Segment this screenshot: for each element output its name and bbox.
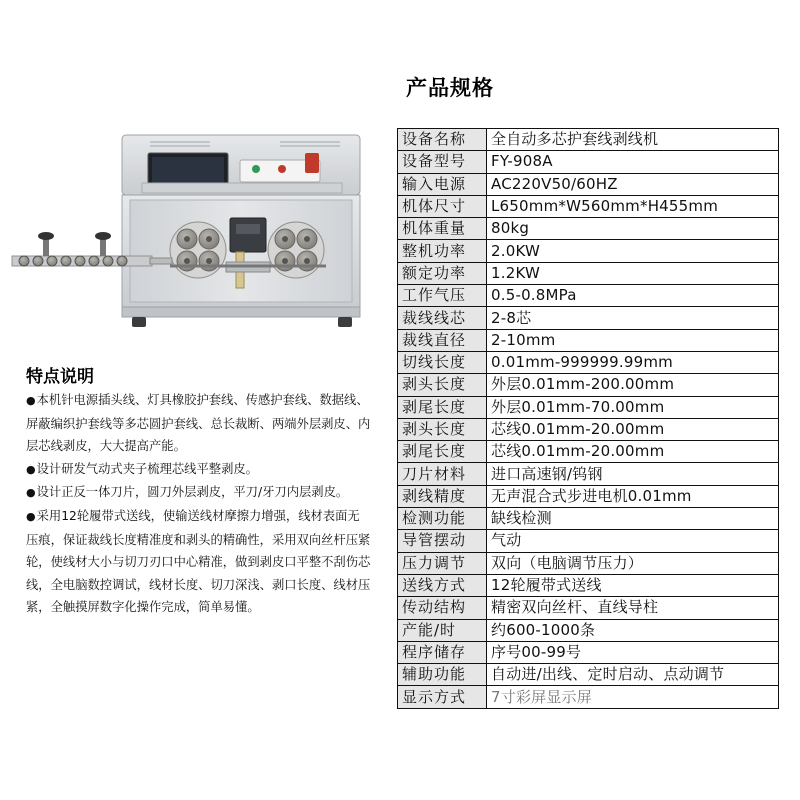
spec-table — [397, 128, 779, 709]
spec-label: 设备型号 — [398, 151, 487, 173]
spec-label: 程序储存 — [398, 641, 487, 663]
spec-value: 1.2KW — [487, 262, 779, 284]
spec-label: 压力调节 — [398, 552, 487, 574]
spec-value: L650mm*W560mm*H455mm — [487, 195, 779, 217]
spec-row — [398, 664, 779, 686]
feature-text: 设计研发气动式夹子梳理芯线平整剥皮。 — [36, 461, 258, 476]
spec-value: 外层0.01mm-200.00mm — [487, 374, 779, 396]
spec-title: 产品规格 — [406, 76, 494, 100]
spec-row — [398, 597, 779, 619]
spec-row — [398, 530, 779, 552]
spec-row — [398, 374, 779, 396]
spec-value: FY-908A — [487, 151, 779, 173]
spec-label: 导管摆动 — [398, 530, 487, 552]
spec-value: 双向（电脑调节压力） — [487, 552, 779, 574]
spec-label: 裁线直径 — [398, 329, 487, 351]
spec-value: 2-8芯 — [487, 307, 779, 329]
features-list — [26, 389, 371, 619]
feature-item — [26, 458, 371, 482]
spec-label: 剥头长度 — [398, 418, 487, 440]
spec-label: 检测功能 — [398, 508, 487, 530]
spec-row — [398, 574, 779, 596]
spec-value: 全自动多芯护套线剥线机 — [487, 129, 779, 151]
spec-row — [398, 508, 779, 530]
spec-row — [398, 641, 779, 663]
spec-value: 精密双向丝杆、直线导柱 — [487, 597, 779, 619]
spec-value: 12轮履带式送线 — [487, 574, 779, 596]
spec-row — [398, 552, 779, 574]
spec-value: 芯线0.01mm-20.00mm — [487, 441, 779, 463]
spec-row — [398, 240, 779, 262]
spec-label: 剥线精度 — [398, 485, 487, 507]
spec-value: 2-10mm — [487, 329, 779, 351]
spec-value: 自动进/出线、定时启动、点动调节 — [487, 664, 779, 686]
spec-label: 传动结构 — [398, 597, 487, 619]
spec-label: 切线长度 — [398, 351, 487, 373]
spec-row — [398, 441, 779, 463]
spec-value: 2.0KW — [487, 240, 779, 262]
spec-label: 整机功率 — [398, 240, 487, 262]
spec-label: 刀片材料 — [398, 463, 487, 485]
spec-row — [398, 418, 779, 440]
spec-label: 裁线线芯 — [398, 307, 487, 329]
left-roller-assembly — [170, 222, 226, 278]
spec-value: 进口高速钢/钨钢 — [487, 463, 779, 485]
spec-value: AC220V50/60HZ — [487, 173, 779, 195]
spec-value: 外层0.01mm-70.00mm — [487, 396, 779, 418]
spec-label: 机体尺寸 — [398, 195, 487, 217]
spec-row — [398, 218, 779, 240]
spec-row — [398, 285, 779, 307]
spec-row — [398, 485, 779, 507]
machine-image — [0, 120, 380, 350]
spec-label: 剥尾长度 — [398, 396, 487, 418]
spec-label: 输入电源 — [398, 173, 487, 195]
machine-base — [122, 307, 360, 327]
spec-value: 0.5-0.8MPa — [487, 285, 779, 307]
spec-row — [398, 262, 779, 284]
feature-text: 设计正反一体刀片，圆刀外层剥皮，平刀/牙刀内层剥皮。 — [36, 485, 349, 500]
spec-value: 序号00-99号 — [487, 641, 779, 663]
spec-value: 80kg — [487, 218, 779, 240]
spec-label: 工作气压 — [398, 285, 487, 307]
features-title: 特点说明 — [26, 367, 94, 387]
spec-row — [398, 686, 779, 708]
spec-row — [398, 619, 779, 641]
bullet-icon: ● — [26, 509, 36, 523]
spec-label: 额定功率 — [398, 262, 487, 284]
bullet-icon: ● — [26, 486, 36, 500]
spec-value: 无声混合式步进电机0.01mm — [487, 485, 779, 507]
spec-value: 7寸彩屏显示屏 — [487, 686, 779, 708]
spec-row — [398, 307, 779, 329]
spec-row — [398, 351, 779, 373]
spec-label: 剥尾长度 — [398, 441, 487, 463]
bullet-icon: ● — [26, 394, 36, 407]
feature-text: 本机针电源插头线、灯具橡胶护套线、传感护套线、数据线、屏蔽编织护套线等多芯圆护套线、总长裁断、两端外层剥皮、内层芯线剥皮，大大提高产能。 — [26, 393, 371, 454]
spec-value: 缺线检测 — [487, 508, 779, 530]
spec-row — [398, 151, 779, 173]
spec-row — [398, 173, 779, 195]
spec-row — [398, 463, 779, 485]
spec-label: 机体重量 — [398, 218, 487, 240]
spec-label: 产能/时 — [398, 619, 487, 641]
spec-row — [398, 129, 779, 151]
spec-value: 芯线0.01mm-20.00mm — [487, 418, 779, 440]
spec-row — [398, 329, 779, 351]
spec-value: 气动 — [487, 530, 779, 552]
spec-value: 0.01mm-999999.99mm — [487, 351, 779, 373]
right-roller-assembly — [268, 222, 324, 278]
feature-item — [26, 505, 371, 619]
spec-label: 显示方式 — [398, 686, 487, 708]
spec-label: 剥头长度 — [398, 374, 487, 396]
spec-label: 送线方式 — [398, 574, 487, 596]
spec-row — [398, 396, 779, 418]
bullet-icon: ● — [26, 462, 36, 476]
spec-row — [398, 195, 779, 217]
feature-item — [26, 389, 371, 458]
spec-value: 约600-1000条 — [487, 619, 779, 641]
spec-label: 设备名称 — [398, 129, 487, 151]
feature-item — [26, 481, 371, 505]
spec-label: 辅助功能 — [398, 664, 487, 686]
feature-text: 采用12轮履带式送线，使输送线材摩擦力增强，线材表面无压痕，保证裁线长度精准度和剥头的精确性，采用双向丝杆压紧轮，使线材大小与切刀刃口中心精准，做到剥皮口平整不刮伤芯线，全电脑数控调试，线材长度、切刀深浅、剥口长度、线材压紧，全触摸屏数字化操作完成，简单易懂。 — [26, 508, 371, 615]
